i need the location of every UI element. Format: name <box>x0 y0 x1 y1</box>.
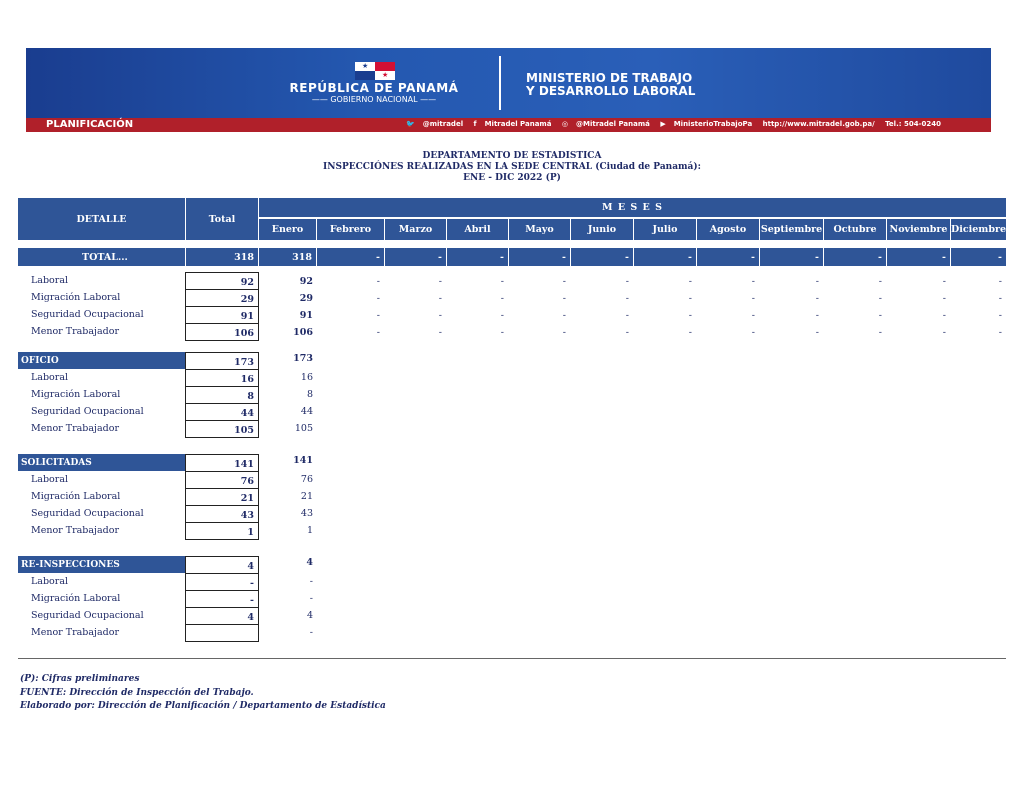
facebook-handle[interactable]: Mitradel Panamá <box>484 120 552 128</box>
breakdown-month-dash: - <box>942 327 946 338</box>
breakdown-label: Laboral <box>31 275 69 286</box>
total-row-month-1: - <box>317 248 384 266</box>
month-header-mayo: Mayo <box>509 219 570 240</box>
report-title: INSPECCIÓNES REALIZADAS EN LA SEDE CENTRAL (Ciudad de Panamá): <box>323 162 701 172</box>
section-enero: 4 <box>306 557 313 568</box>
breakdown-month-dash: - <box>878 293 882 304</box>
breakdown-month-dash: - <box>688 293 692 304</box>
section-row-total <box>185 624 259 642</box>
breakdown-enero: 91 <box>299 310 313 321</box>
breakdown-month-dash: - <box>376 276 380 287</box>
breakdown-month-dash: - <box>500 327 504 338</box>
total-row-month-9: - <box>824 248 886 266</box>
breakdown-month-dash: - <box>562 327 566 338</box>
facebook-icon: f <box>473 120 477 128</box>
month-header-febrero: Febrero <box>317 219 384 240</box>
total-row-month-6: - <box>634 248 696 266</box>
month-header-enero: Enero <box>259 219 316 240</box>
section-enero: 141 <box>293 455 313 466</box>
month-header-junio: Junio <box>571 219 633 240</box>
section-row-label: Migración Laboral <box>31 389 121 400</box>
section-row-total: 76 <box>185 471 259 489</box>
footnote-source: FUENTE: Dirección de Inspección del Trabajo. <box>20 688 254 698</box>
total-row-month-10: - <box>887 248 950 266</box>
section-row-label: Laboral <box>31 474 69 485</box>
total-row-month-7: - <box>697 248 759 266</box>
breakdown-month-dash: - <box>751 293 755 304</box>
breakdown-month-dash: - <box>998 327 1002 338</box>
breakdown-month-dash: - <box>942 310 946 321</box>
section-row-label: Menor Trabajador <box>31 627 119 638</box>
section-title: OFICIO <box>18 352 185 369</box>
phone-number: Tel.: 504-0240 <box>885 120 941 128</box>
breakdown-month-dash: - <box>500 293 504 304</box>
total-row-month-11: - <box>951 248 1006 266</box>
report-titles <box>0 151 1024 184</box>
breakdown-label: Seguridad Ocupacional <box>31 309 144 320</box>
section-row-total: 8 <box>185 386 259 404</box>
section-row-enero: 4 <box>306 610 313 621</box>
section-row-enero: - <box>309 576 313 587</box>
section-row-total: 43 <box>185 505 259 523</box>
section-total: 4 <box>185 556 259 574</box>
breakdown-month-dash: - <box>878 327 882 338</box>
government-label: —— GOBIERNO NACIONAL —— <box>311 95 437 104</box>
youtube-handle[interactable]: MinisterioTrabajoPa <box>673 120 753 128</box>
section-row-label: Seguridad Ocupacional <box>31 508 144 519</box>
month-header-septiembre: Septiembre <box>760 219 823 240</box>
section-enero: 173 <box>293 353 313 364</box>
breakdown-label: Migración Laboral <box>31 292 121 303</box>
section-row-total: 21 <box>185 488 259 506</box>
breakdown-month-dash: - <box>942 276 946 287</box>
section-row-enero: 1 <box>306 525 313 536</box>
section-row-label: Migración Laboral <box>31 593 121 604</box>
breakdown-month-dash: - <box>942 293 946 304</box>
total-row-month-2: - <box>385 248 446 266</box>
breakdown-month-dash: - <box>625 310 629 321</box>
breakdown-total: 106 <box>185 323 259 341</box>
section-total: 141 <box>185 454 259 472</box>
section-row-enero: 44 <box>300 406 313 417</box>
total-row-month-4: - <box>509 248 570 266</box>
month-header-marzo: Marzo <box>385 219 446 240</box>
section-row-label: Seguridad Ocupacional <box>31 406 144 417</box>
month-header-julio: Julio <box>634 219 696 240</box>
breakdown-month-dash: - <box>625 327 629 338</box>
section-row-total: 105 <box>185 420 259 438</box>
section-row-total: 44 <box>185 403 259 421</box>
breakdown-month-dash: - <box>688 276 692 287</box>
section-row-total: 16 <box>185 369 259 387</box>
breakdown-enero: 106 <box>293 327 313 338</box>
breakdown-month-dash: - <box>376 327 380 338</box>
breakdown-month-dash: - <box>562 293 566 304</box>
section-row-total: - <box>185 573 259 591</box>
instagram-handle[interactable]: @Mitradel Panamá <box>576 120 650 128</box>
breakdown-month-dash: - <box>998 310 1002 321</box>
section-row-enero: 16 <box>300 372 313 383</box>
breakdown-month-dash: - <box>376 293 380 304</box>
section-row-label: Seguridad Ocupacional <box>31 610 144 621</box>
breakdown-enero: 29 <box>299 293 313 304</box>
breakdown-month-dash: - <box>562 276 566 287</box>
breakdown-month-dash: - <box>625 293 629 304</box>
breakdown-month-dash: - <box>562 310 566 321</box>
breakdown-month-dash: - <box>500 310 504 321</box>
total-row-total: 318 <box>186 248 258 266</box>
breakdown-month-dash: - <box>438 327 442 338</box>
breakdown-month-dash: - <box>438 293 442 304</box>
breakdown-month-dash: - <box>878 276 882 287</box>
total-row-month-3: - <box>447 248 508 266</box>
month-header-noviembre: Noviembre <box>887 219 950 240</box>
breakdown-month-dash: - <box>751 327 755 338</box>
ministry-name: MINISTERIO DE TRABAJO Y DESARROLLO LABORAL <box>526 71 696 98</box>
breakdown-month-dash: - <box>815 276 819 287</box>
breakdown-month-dash: - <box>878 310 882 321</box>
youtube-icon: ▶ <box>660 120 666 128</box>
section-row-total: - <box>185 590 259 608</box>
month-header-agosto: Agosto <box>697 219 759 240</box>
breakdown-label: Menor Trabajador <box>31 326 119 337</box>
header-banner <box>26 48 991 132</box>
breakdown-month-dash: - <box>751 276 755 287</box>
month-header-diciembre: Diciembre <box>951 219 1006 240</box>
section-label: PLANIFICACIÓN <box>46 119 134 130</box>
breakdown-month-dash: - <box>688 310 692 321</box>
breakdown-month-dash: - <box>815 327 819 338</box>
section-row-enero: 76 <box>300 474 313 485</box>
section-row-enero: - <box>309 627 313 638</box>
breakdown-total: 92 <box>185 272 259 290</box>
republic-name: REPÚBLICA DE PANAMÁ <box>289 81 459 95</box>
breakdown-month-dash: - <box>376 310 380 321</box>
breakdown-month-dash: - <box>500 276 504 287</box>
period-title: ENE - DIC 2022 (P) <box>463 173 561 183</box>
breakdown-month-dash: - <box>998 276 1002 287</box>
section-row-enero: 105 <box>294 423 313 434</box>
month-header-abril: Abril <box>447 219 508 240</box>
breakdown-month-dash: - <box>815 293 819 304</box>
twitter-icon: 🐦 <box>406 120 415 128</box>
month-header-octubre: Octubre <box>824 219 886 240</box>
breakdown-enero: 92 <box>299 276 313 287</box>
section-row-label: Migración Laboral <box>31 491 121 502</box>
breakdown-total: 91 <box>185 306 259 324</box>
section-title: SOLICITADAS <box>18 454 185 471</box>
breakdown-month-dash: - <box>438 310 442 321</box>
footnote-author: Elaborado por: Dirección de Planificación / Departamento de Estadística <box>20 701 386 711</box>
total-row-month-5: - <box>571 248 633 266</box>
section-row-label: Laboral <box>31 576 69 587</box>
section-row-enero: - <box>309 593 313 604</box>
breakdown-total: 29 <box>185 289 259 307</box>
section-row-enero: 43 <box>300 508 313 519</box>
breakdown-month-dash: - <box>998 293 1002 304</box>
total-row-month-8: - <box>760 248 823 266</box>
footnote-preliminary: (P): Cifras preliminares <box>20 674 140 684</box>
section-row-enero: 8 <box>306 389 313 400</box>
breakdown-month-dash: - <box>625 276 629 287</box>
twitter-handle[interactable]: @mitradel <box>422 120 464 128</box>
detalle-header: DETALLE <box>18 198 185 240</box>
section-row-label: Menor Trabajador <box>31 423 119 434</box>
banner-blue-band <box>26 48 991 118</box>
breakdown-month-dash: - <box>688 327 692 338</box>
breakdown-month-dash: - <box>751 310 755 321</box>
instagram-icon: ◎ <box>561 120 568 128</box>
section-row-enero: 21 <box>300 491 313 502</box>
section-row-total: 4 <box>185 607 259 625</box>
section-title: RE-INSPECCIONES <box>18 556 185 573</box>
section-row-total: 1 <box>185 522 259 540</box>
section-total: 173 <box>185 352 259 370</box>
total-header: Total <box>186 198 258 240</box>
total-row-label: TOTAL... <box>18 248 185 266</box>
banner-divider <box>499 56 501 110</box>
website-link[interactable]: http://www.mitradel.gob.pa/ <box>762 120 875 128</box>
section-row-label: Menor Trabajador <box>31 525 119 536</box>
department-title: DEPARTAMENTO DE ESTADISTICA <box>422 151 602 161</box>
total-row-month-0: 318 <box>259 248 316 266</box>
contacts-bar <box>406 120 949 128</box>
panama-flag-icon: ★ ★ <box>355 62 395 80</box>
breakdown-month-dash: - <box>438 276 442 287</box>
footer-rule <box>18 658 1006 659</box>
section-row-label: Laboral <box>31 372 69 383</box>
meses-header: M E S E S <box>259 198 1006 217</box>
breakdown-month-dash: - <box>815 310 819 321</box>
